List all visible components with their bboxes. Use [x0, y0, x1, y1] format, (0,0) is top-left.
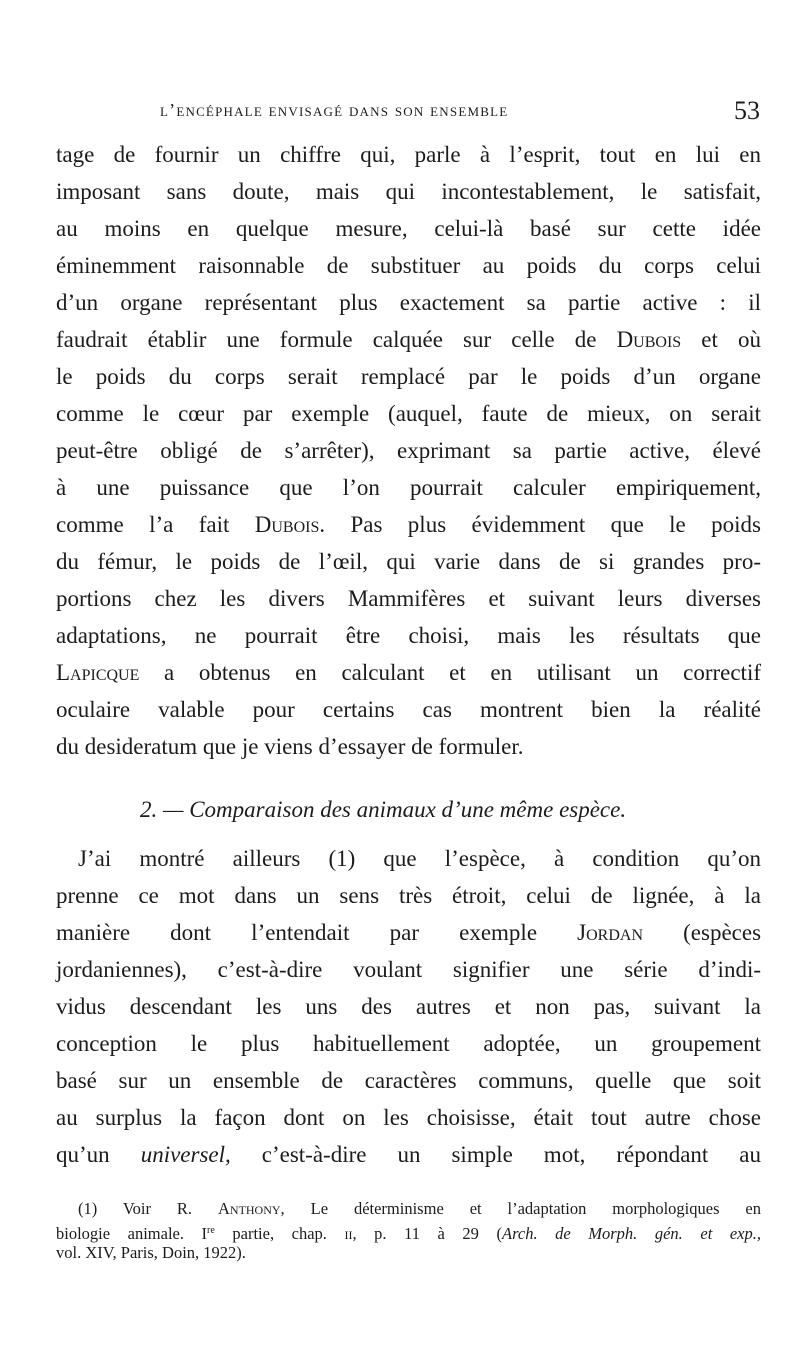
text-fragment: biologie animale. I [56, 1224, 208, 1243]
author-name: Lapicque [56, 660, 140, 685]
text-line: oculaire valable pour certains cas montrent bien la réalité [56, 697, 761, 722]
text-line: adaptations, ne pourrait être choisi, mais les résultats que [56, 623, 761, 648]
text-line: J’ai montré ailleurs (1) que l’espèce, à condition qu’on [78, 846, 761, 871]
text-line: jordaniennes), c’est-à-dire voulant signifier une série d’indi- [56, 957, 761, 982]
text-line: vidus descendant les uns des autres et non pas, suivant la [56, 994, 761, 1019]
text-line: tage de fournir un chiffre qui, parle à l’esprit, tout en lui en [56, 142, 761, 167]
text-line: prenne ce mot dans un sens très étroit, celui de lignée, à la [56, 883, 761, 908]
text-fragment: manière dont l’entendait par exemple [56, 920, 538, 945]
text-fragment: partie, chap. [232, 1224, 345, 1243]
author-name: Dubois. [254, 512, 326, 537]
footnote-line [56, 1220, 761, 1242]
text-line [56, 506, 761, 543]
footnote [56, 1198, 761, 1264]
text-line: le poids du corps serait remplacé par le poids d’un organe [56, 364, 761, 389]
text-line: éminemment raisonnable de substituer au poids du corps celui [56, 253, 761, 278]
text-line: au surplus la façon dont on les choisisse, était tout autre chose [56, 1105, 761, 1130]
running-head [160, 98, 760, 128]
text-line: basé sur un ensemble de caractères communs, quelle que soit [56, 1068, 761, 1093]
body-text [56, 136, 761, 1173]
text-line: à une puissance que l’on pourrait calculer empiriquement, [56, 475, 761, 500]
text-fragment: c’est-à-dire un simple mot, répondant au [261, 1142, 762, 1167]
author-name: Jordan [577, 920, 643, 945]
text-fragment: comme l’a fait [56, 512, 230, 537]
text-line [56, 1136, 761, 1173]
text-fragment: , p. 11 à 29 ( [352, 1224, 502, 1243]
chapter-numeral: ii [344, 1224, 353, 1243]
author-name: Dubois [616, 327, 682, 352]
text-line: portions chez les divers Mammifères et suivant leurs diverses [56, 586, 761, 611]
text-fragment: a obtenus en calculant et en utilisant un correctif [164, 660, 761, 685]
text-fragment: faudrait établir une formule calquée sur celle de [56, 327, 597, 352]
text-line: conception le plus habituellement adoptée, un groupement [56, 1031, 761, 1056]
running-title: l’encéphale envisagé dans son ensemble [160, 100, 509, 120]
text-fragment: (1) Voir R. [78, 1199, 193, 1218]
text-line [56, 654, 761, 691]
footnote-line: vol. XIV, Paris, Doin, 1922). [56, 1243, 246, 1262]
footnote-line [56, 1198, 761, 1220]
text-fragment: qu’un [56, 1142, 110, 1167]
text-line: du desideratum que je viens d’essayer de formuler. [56, 734, 524, 759]
text-fragment: Le déterminisme et l’adaptation morphologiques en [310, 1199, 761, 1218]
text-line: imposant sans doute, mais qui incontestablement, le satisfait, [56, 179, 761, 204]
emphasis: universel, [140, 1142, 231, 1167]
text-line: du fémur, le poids de l’œil, qui varie dans de si grandes pro- [56, 549, 761, 574]
text-fragment: (espèces [683, 920, 762, 945]
text-line: d’un organe représentant plus exactement sa partie active : il [56, 290, 761, 315]
text-line [56, 321, 761, 358]
superscript: re [207, 1225, 215, 1236]
journal-title: Arch. de Morph. gén. et exp., [501, 1224, 761, 1243]
text-line: comme le cœur par exemple (auquel, faute de mieux, on serait [56, 401, 761, 426]
author-name: Anthony, [217, 1199, 285, 1218]
page-number: 53 [734, 96, 760, 125]
text-fragment: Pas plus évidemment que le poids [350, 512, 761, 537]
text-fragment: et où [701, 327, 761, 352]
text-line [56, 914, 761, 951]
section-heading: 2. — Comparaison des animaux d’une même espèce. [140, 797, 627, 822]
text-line: au moins en quelque mesure, celui-là basé sur cette idée [56, 216, 761, 241]
text-line: peut-être obligé de s’arrêter), exprimant sa partie active, élevé [56, 438, 761, 463]
